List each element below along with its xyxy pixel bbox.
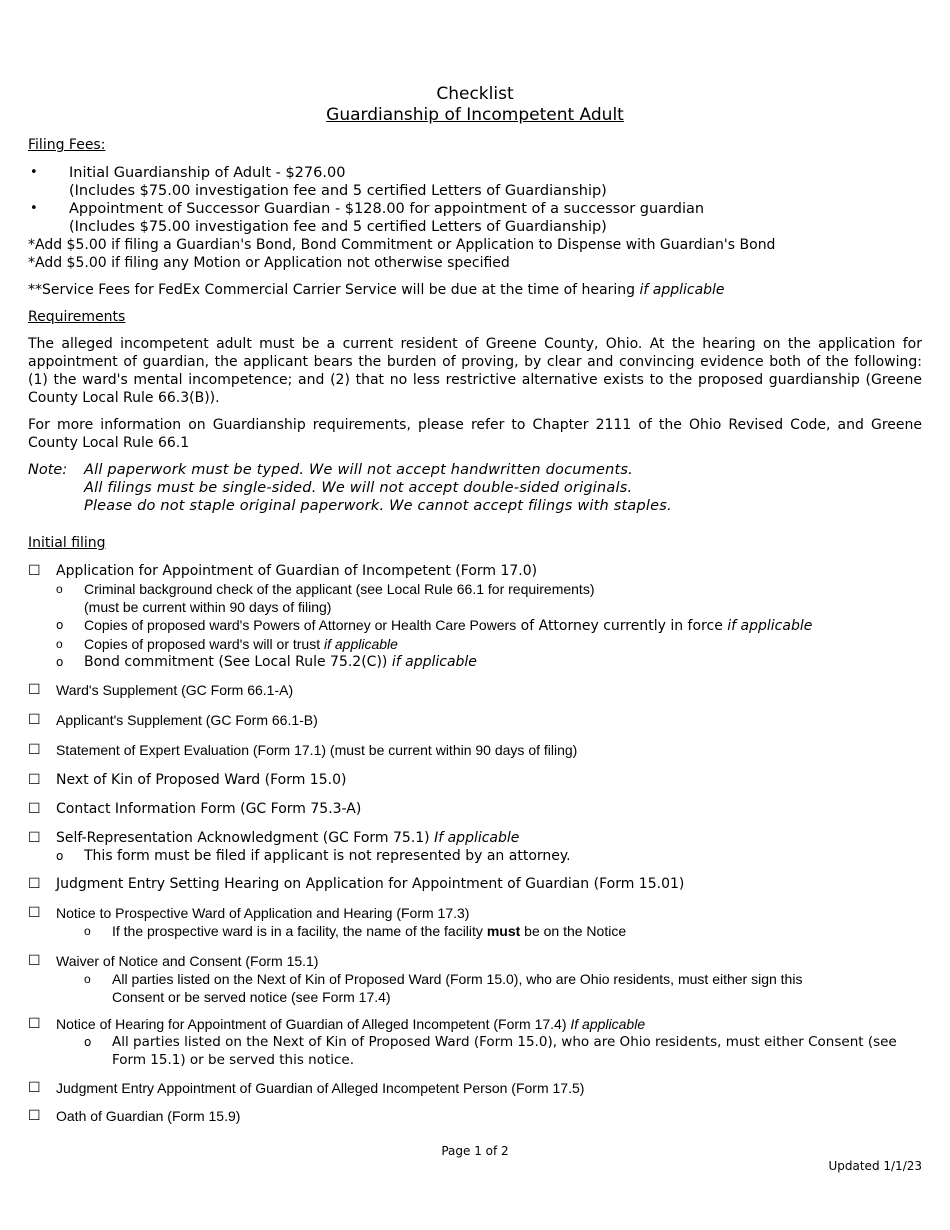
checkbox-icon[interactable]: ☐ xyxy=(28,682,41,698)
sub-item-self-rep-note: o This form must be filed if applicant is not represented by an attorney. xyxy=(56,848,571,864)
checkbox-icon[interactable]: ☐ xyxy=(28,905,41,921)
more-info-paragraph: For more information on Guardianship requirements, please refer to Chapter 2111 of the Ohio Revised Code, and Greene County Local Rule 66.1 xyxy=(28,417,922,451)
page-title: Checklist xyxy=(436,84,514,104)
fee-line: Initial Guardianship of Adult - $276.00 xyxy=(69,165,346,181)
bullet-icon: • xyxy=(30,201,38,216)
checklist-item-next-of-kin: ☐ Next of Kin of Proposed Ward (Form 15.0) xyxy=(28,772,347,788)
sub-bullet-icon: o xyxy=(56,582,63,596)
note-line: All paperwork must be typed. We will not accept handwritten documents. xyxy=(84,462,633,478)
sub-bullet-icon: o xyxy=(56,655,64,669)
checkbox-icon[interactable]: ☐ xyxy=(28,1108,41,1124)
filing-fees-heading: Filing Fees: xyxy=(28,137,106,153)
checkbox-icon[interactable]: ☐ xyxy=(28,876,41,892)
fee-add-motion: *Add $5.00 if filing any Motion or Application not otherwise specified xyxy=(28,255,510,271)
checklist-item-oath: ☐ Oath of Guardian (Form 15.9) xyxy=(28,1108,241,1124)
sub-item-bond-commitment: o Bond commitment (See Local Rule 75.2(C)) if applicable xyxy=(56,654,477,670)
requirements-heading: Requirements xyxy=(28,309,126,325)
sub-item-powers-of-attorney: o Copies of proposed ward's Powers of Attorney or Health Care Powers of Attorney currently in force if applicable xyxy=(56,617,813,634)
checkbox-icon[interactable]: ☐ xyxy=(28,563,41,579)
checkbox-icon[interactable]: ☐ xyxy=(28,772,41,788)
updated-date: Updated 1/1/23 xyxy=(828,1159,922,1173)
checkbox-icon[interactable]: ☐ xyxy=(28,1080,41,1096)
checklist-item-self-representation: ☐ Self-Representation Acknowledgment (GC Form 75.1) If applicable xyxy=(28,830,520,846)
note-line: All filings must be single-sided. We will not accept double-sided originals. xyxy=(84,480,633,496)
page-number: Page 1 of 2 xyxy=(441,1144,509,1158)
note-line: Please do not staple original paperwork. We cannot accept filings with staples. xyxy=(84,498,672,514)
initial-filing-heading: Initial filing xyxy=(28,535,106,551)
checkbox-icon[interactable]: ☐ xyxy=(28,830,41,846)
checklist-item-notice-prospective-ward: ☐ Notice to Prospective Ward of Application and Hearing (Form 17.3) xyxy=(28,905,470,921)
checkbox-icon[interactable]: ☐ xyxy=(28,801,41,817)
fee-item-initial xyxy=(28,164,922,200)
fee-line: (Includes $75.00 investigation fee and 5 certified Letters of Guardianship) xyxy=(69,183,607,199)
service-fees-note: **Service Fees for FedEx Commercial Carrier Service will be due at the time of hearing if applicable xyxy=(28,282,725,298)
checklist-item-waiver: ☐ Waiver of Notice and Consent (Form 15.1) xyxy=(28,953,319,969)
sub-bullet-icon: o xyxy=(56,618,64,632)
checklist-item-judgment-appointment: ☐ Judgment Entry Appointment of Guardian of Alleged Incompetent Person (Form 17.5) xyxy=(28,1080,585,1096)
checkbox-icon[interactable]: ☐ xyxy=(28,1016,41,1032)
note-label: Note: xyxy=(28,462,68,478)
checklist-item-notice-of-hearing: ☐ Notice of Hearing for Appointment of Guardian of Alleged Incompetent (Form 17.4) If applicable xyxy=(28,1016,646,1032)
checklist-item-application: ☐ Application for Appointment of Guardian of Incompetent (Form 17.0) xyxy=(28,563,538,579)
sub-bullet-icon: o xyxy=(84,924,91,938)
sub-item-will-or-trust: o Copies of proposed ward's will or trust if applicable xyxy=(56,636,398,652)
checkbox-icon[interactable]: ☐ xyxy=(28,953,41,969)
document-page xyxy=(28,84,922,1125)
sub-item-facility-notice: o If the prospective ward is in a facility, the name of the facility must be on the Notice xyxy=(84,923,627,939)
note-block xyxy=(28,461,922,515)
checkbox-icon[interactable]: ☐ xyxy=(28,742,41,758)
page-subtitle: Guardianship of Incompetent Adult xyxy=(326,105,624,125)
sub-bullet-icon: o xyxy=(84,972,91,986)
fee-item-successor xyxy=(28,200,922,236)
fee-add-bond: *Add $5.00 if filing a Guardian's Bond, Bond Commitment or Application to Dispense with Guardian's Bond xyxy=(28,237,776,253)
checkbox-icon[interactable]: ☐ xyxy=(28,712,41,728)
checklist-item-applicants-supplement: ☐ Applicant's Supplement (GC Form 66.1-B) xyxy=(28,712,318,728)
sub-bullet-icon: o xyxy=(56,637,63,651)
checklist-item-contact-info: ☐ Contact Information Form (GC Form 75.3-A) xyxy=(28,801,362,817)
sub-bullet-icon: o xyxy=(84,1035,92,1049)
checklist-item-expert-evaluation: ☐ Statement of Expert Evaluation (Form 17.1) (must be current within 90 days of filing) xyxy=(28,742,578,758)
sub-item-waiver-parties: o All parties listed on the Next of Kin of Proposed Ward (Form 15.0), who are Ohio residents, must either sign this Consent or be served notice (see Form 17.4) xyxy=(84,971,803,1005)
checklist-item-judgment-hearing: ☐ Judgment Entry Setting Hearing on Application for Appointment of Guardian (Form 15.01) xyxy=(28,876,685,892)
requirements-paragraph: The alleged incompetent adult must be a current resident of Greene County, Ohio. At the hearing on the application for appointment of guardian, the applicant bears the burden of proving, by clear and convincing evidence both of the following: (1) the ward's mental incompetence; and (2) that no less restrictive alternative exists to the proposed guardianship (Greene County Local Rule 66.3(B)). xyxy=(28,336,922,406)
bullet-icon: • xyxy=(30,165,38,180)
checklist-item-wards-supplement: ☐ Ward's Supplement (GC Form 66.1-A) xyxy=(28,682,294,698)
sub-bullet-icon: o xyxy=(56,849,64,863)
fee-line: (Includes $75.00 investigation fee and 5 certified Letters of Guardianship) xyxy=(69,219,607,235)
sub-item-criminal-check: o Criminal background check of the applicant (see Local Rule 66.1 for requirements) (must be current within 90 days of filing) xyxy=(56,581,595,615)
fee-line: Appointment of Successor Guardian - $128.00 for appointment of a successor guardian xyxy=(69,201,705,217)
sub-item-hearing-parties: o All parties listed on the Next of Kin of Proposed Ward (Form 15.0), who are Ohio residents, must either Consent (see Form 15.1) or be served this notice. xyxy=(84,1034,897,1068)
